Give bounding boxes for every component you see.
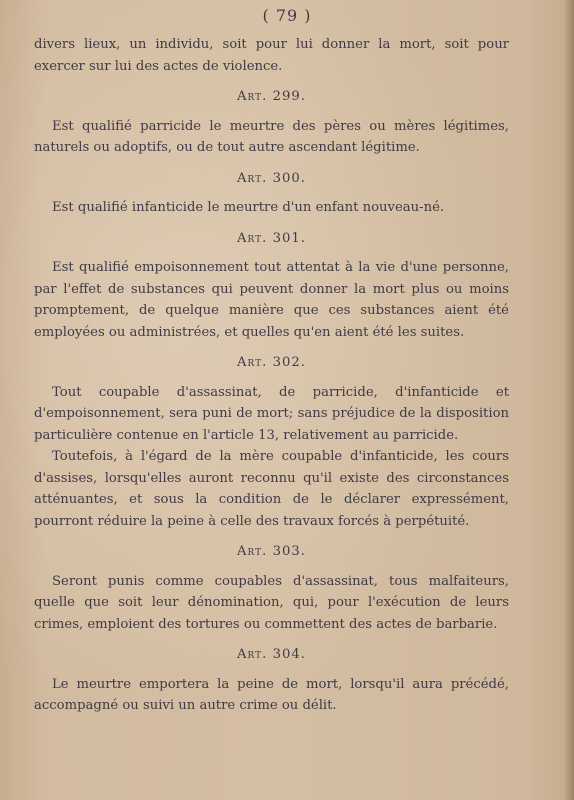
page-gutter-shadow [564,0,574,800]
article-heading-300 [34,168,509,190]
article-label: Art. [237,647,268,662]
page-body [34,34,509,717]
article-number: 299. [272,89,306,104]
article-302-paragraph-1: Tout coupable d'assassinat, de parricide, d'infanticide et d'empoisonnement, sera puni de mort; sans préjudice de la disposition particulière contenue en l'article 13, relativement au parricide. [34,384,509,443]
article-number: 302. [272,355,306,370]
article-label: Art. [237,544,268,559]
article-heading-299 [34,86,509,108]
article-label: Art. [237,355,268,370]
article-heading-304 [34,644,509,666]
continuation-paragraph: divers lieux, un individu, soit pour lui donner la mort, soit pour exercer sur lui des actes de violence. [34,37,509,74]
article-label: Art. [237,170,268,186]
article-304-paragraph: Le meurtre emportera la peine de mort, lorsqu'il aura précédé, accompagné ou suivi un autre crime ou délit. [34,676,509,713]
article-number: 301. [272,230,306,246]
article-label: Art. [237,89,268,104]
article-number: 303. [272,544,306,559]
article-heading-302 [34,352,509,374]
article-302-paragraph-2: Toutefois, à l'égard de la mère coupable d'infanticide, les cours d'assises, lorsqu'elles auront reconnu qu'il existe des circonstances atténuantes, et sous la condition de le déclarer expressément, pourront réduire la peine à celle des travaux forcés à perpétuité. [34,449,509,529]
article-heading-303 [34,541,509,563]
article-label: Art. [237,230,268,246]
article-301-paragraph: Est qualifié empoisonnement tout attentat à la vie d'une personne, par l'effet de substances qui peuvent donner la mort plus ou moins promptement, de quelque manière que ces substances aient été employées ou administrées, et quelles qu'en aient été les suites. [34,260,509,340]
article-303-paragraph: Seront punis comme coupables d'assassinat, tous malfaiteurs, quelle que soit leur dénomination, qui, pour l'exécution de leurs crimes, emploient des tortures ou commettent des actes de barbarie. [34,573,509,632]
article-300-paragraph: Est qualifié infanticide le meurtre d'un enfant nouveau-né. [52,200,445,215]
article-number: 300. [272,170,306,186]
article-number: 304. [272,647,306,662]
page-number: ( 79 ) [262,6,312,25]
article-299-paragraph: Est qualifié parricide le meurtre des pères ou mères légitimes, naturels ou adoptifs, ou de tout autre ascendant légitime. [34,118,509,155]
article-heading-301 [34,228,509,250]
